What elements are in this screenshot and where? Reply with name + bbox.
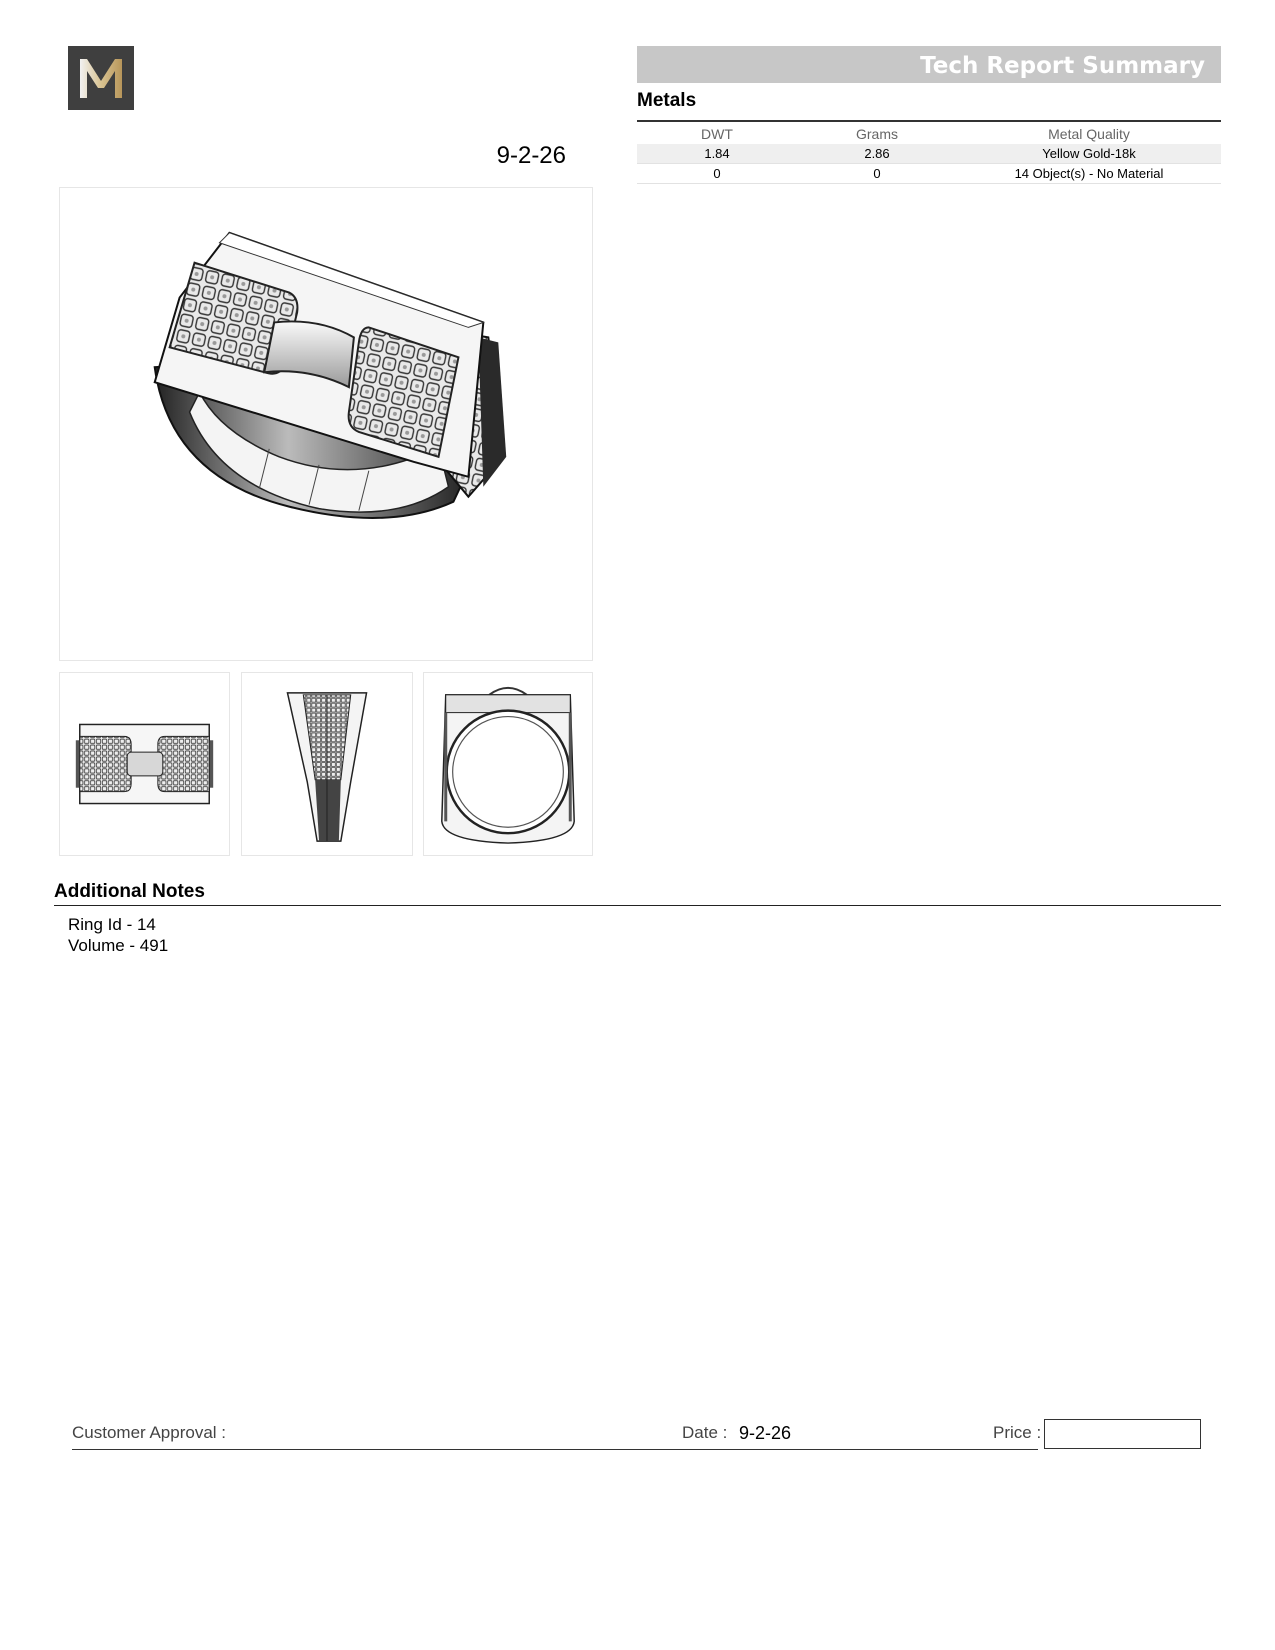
customer-approval-signature-line[interactable] xyxy=(72,1449,1038,1450)
note-line: Ring Id - 14 xyxy=(68,915,156,934)
ring-top-view-image xyxy=(60,673,229,855)
date-label: Date : xyxy=(682,1423,728,1442)
company-logo xyxy=(68,46,134,110)
cell-metal-quality: Yellow Gold-18k xyxy=(957,144,1221,164)
design-date: 9-2-26 xyxy=(496,142,566,169)
column-header-metal-quality: Metal Quality xyxy=(1048,126,1130,142)
cell-grams: 0 xyxy=(797,164,957,184)
m-logo-icon xyxy=(77,57,125,99)
table-row xyxy=(637,144,1221,164)
column-header-grams: Grams xyxy=(856,126,898,142)
notes-section-title: Additional Notes xyxy=(54,881,205,902)
notes-divider xyxy=(54,905,1221,906)
metals-section-title: Metals xyxy=(637,90,697,111)
metals-table xyxy=(637,120,1221,184)
note-line: Volume - 491 xyxy=(68,936,169,955)
ring-side-view xyxy=(241,672,413,856)
price-input-box[interactable] xyxy=(1044,1419,1201,1449)
cell-metal-quality: 14 Object(s) - No Material xyxy=(957,164,1221,184)
ring-front-view xyxy=(423,672,593,856)
metals-table-header xyxy=(637,121,1221,144)
table-row xyxy=(637,164,1221,184)
ring-front-view-image xyxy=(424,673,592,855)
report-title-banner: Tech Report Summary xyxy=(637,46,1221,83)
ring-side-view-image xyxy=(242,673,412,855)
notes-body xyxy=(68,914,168,956)
date-value: 9-2-26 xyxy=(739,1423,792,1443)
column-header-dwt: DWT xyxy=(701,126,733,142)
price-label: Price : xyxy=(993,1423,1042,1442)
ring-perspective-view xyxy=(59,187,593,661)
ring-top-view xyxy=(59,672,230,856)
customer-approval-label: Customer Approval : xyxy=(72,1423,227,1442)
cell-dwt: 1.84 xyxy=(637,144,797,164)
ring-perspective-image xyxy=(60,188,592,660)
cell-grams: 2.86 xyxy=(797,144,957,164)
cell-dwt: 0 xyxy=(637,164,797,184)
